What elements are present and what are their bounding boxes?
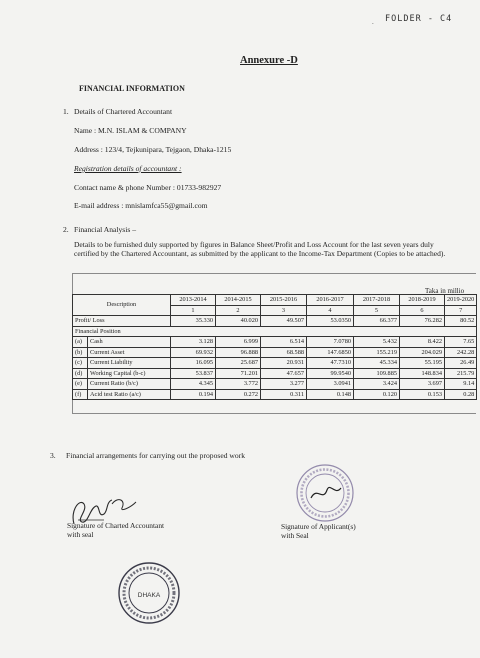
table-cell: 69.932 bbox=[171, 347, 216, 358]
table-cell: 55.195 bbox=[400, 358, 445, 369]
financial-table bbox=[72, 294, 477, 400]
row-key: (b) bbox=[73, 347, 88, 358]
form-guide-line bbox=[72, 273, 476, 274]
column-number: 3 bbox=[261, 305, 307, 316]
table-cell: 53.0350 bbox=[307, 316, 354, 327]
applicant-seal-label: with Seal bbox=[281, 531, 309, 540]
table-cell: 35.330 bbox=[171, 316, 216, 327]
table-cell: 147.6850 bbox=[307, 347, 354, 358]
seal-city-text: DHAKA bbox=[137, 592, 161, 599]
section1-number: 1. bbox=[63, 107, 69, 116]
column-number: 1 bbox=[171, 305, 216, 316]
ca-email: E-mail address : mnislamfca55@gmail.com bbox=[74, 201, 208, 210]
row-label: Profit/ Loss bbox=[73, 316, 171, 327]
column-number: 2 bbox=[216, 305, 261, 316]
accountant-signature-label: Signature of Charted Accountant bbox=[67, 521, 165, 530]
column-number: 6 bbox=[400, 305, 445, 316]
row-label: Current Asset bbox=[88, 347, 171, 358]
table-cell: 7.65 bbox=[445, 337, 477, 348]
row-label: Acid test Ratio (a/c) bbox=[88, 389, 171, 400]
row-key: (f) bbox=[73, 389, 88, 400]
table-cell: 242.28 bbox=[445, 347, 477, 358]
table-cell: 0.272 bbox=[216, 389, 261, 400]
year-header: 2019-2020 bbox=[445, 295, 477, 306]
table-cell: 76.282 bbox=[400, 316, 445, 327]
table-cell: 215.79 bbox=[445, 368, 477, 379]
financial-analysis-paragraph: Details to be furnished duly supported by figures in Balance Sheet/Profit and Loss Account for the last seven years duly certified by the Chartered Accountant, as submitted by the applicant to the Income-Tax Department (Copies to be attached). bbox=[74, 240, 446, 258]
year-header: 2015-2016 bbox=[261, 295, 307, 306]
table-cell: 47.7310 bbox=[307, 358, 354, 369]
table-cell: 0.194 bbox=[171, 389, 216, 400]
financial-position-row bbox=[73, 326, 477, 337]
table-cell: 155.219 bbox=[354, 347, 400, 358]
table-cell: 3.772 bbox=[216, 379, 261, 390]
year-header: 2017-2018 bbox=[354, 295, 400, 306]
table-cell: 0.120 bbox=[354, 389, 400, 400]
table-cell: 0.311 bbox=[261, 389, 307, 400]
annexure-title: Annexure -D bbox=[240, 55, 298, 66]
table-cell: 53.837 bbox=[171, 368, 216, 379]
form-guide-line bbox=[72, 413, 476, 414]
table-cell: 40.020 bbox=[216, 316, 261, 327]
financial-position-rows bbox=[73, 337, 477, 400]
row-label: Working Capital (b-c) bbox=[88, 368, 171, 379]
folder-label: FOLDER - C4 bbox=[385, 14, 453, 24]
table-cell: 0.153 bbox=[400, 389, 445, 400]
column-number: 5 bbox=[354, 305, 400, 316]
row-key: (d) bbox=[73, 368, 88, 379]
table-cell: 25.687 bbox=[216, 358, 261, 369]
table-cell: 3.0941 bbox=[307, 379, 354, 390]
table-row bbox=[73, 379, 477, 390]
column-number: 7 bbox=[445, 305, 477, 316]
accountant-seal-label: with seal bbox=[67, 530, 94, 539]
section2-label: Financial Analysis – bbox=[74, 225, 137, 234]
applicant-signature-label: Signature of Applicant(s) bbox=[281, 522, 356, 531]
section2-number: 2. bbox=[63, 225, 69, 234]
table-cell: 204.029 bbox=[400, 347, 445, 358]
table-cell: 26.49 bbox=[445, 358, 477, 369]
row-key: (e) bbox=[73, 379, 88, 390]
table-cell: 96.888 bbox=[216, 347, 261, 358]
table-cell: 6.999 bbox=[216, 337, 261, 348]
currency-unit: Taka in millio bbox=[425, 287, 465, 295]
table-row bbox=[73, 347, 477, 358]
table-cell: 5.432 bbox=[354, 337, 400, 348]
table-cell: 68.588 bbox=[261, 347, 307, 358]
table-cell: 20.931 bbox=[261, 358, 307, 369]
table-cell: 3.424 bbox=[354, 379, 400, 390]
table-cell: 80.52 bbox=[445, 316, 477, 327]
description-header: Description bbox=[73, 295, 171, 316]
table-cell: 9.14 bbox=[445, 379, 477, 390]
table-cell: 3.697 bbox=[400, 379, 445, 390]
table-cell: 3.277 bbox=[261, 379, 307, 390]
table-cell: 109.885 bbox=[354, 368, 400, 379]
row-label: Current Liability bbox=[88, 358, 171, 369]
applicant-seal bbox=[293, 462, 357, 524]
financial-heading: FINANCIAL INFORMATION bbox=[79, 84, 185, 93]
row-label: Cash bbox=[88, 337, 171, 348]
table-cell: 66.377 bbox=[354, 316, 400, 327]
table-cell: 7.0780 bbox=[307, 337, 354, 348]
year-header: 2014-2015 bbox=[216, 295, 261, 306]
year-header: 2018-2019 bbox=[400, 295, 445, 306]
table-row bbox=[73, 358, 477, 369]
section1-label: Details of Chartered Accountant bbox=[74, 107, 173, 116]
table-cell: 3.128 bbox=[171, 337, 216, 348]
row-label: Current Ratio (b/c) bbox=[88, 379, 171, 390]
table-row bbox=[73, 368, 477, 379]
row-key: (c) bbox=[73, 358, 88, 369]
table-cell: 45.334 bbox=[354, 358, 400, 369]
ca-address: Address : 123/4, Tejkunipara, Tejgaon, Dhaka-1215 bbox=[74, 145, 232, 154]
registration-details: Registration details of accountant : bbox=[74, 164, 182, 173]
table-cell: 0.28 bbox=[445, 389, 477, 400]
year-header: 2013-2014 bbox=[171, 295, 216, 306]
section3-label: Financial arrangements for carrying out the proposed work bbox=[66, 451, 246, 460]
table-cell: 16.095 bbox=[171, 358, 216, 369]
row-key: (a) bbox=[73, 337, 88, 348]
table-header-row bbox=[73, 295, 477, 306]
accountant-seal bbox=[114, 560, 184, 626]
year-header: 2016-2017 bbox=[307, 295, 354, 306]
column-number: 4 bbox=[307, 305, 354, 316]
table-cell: 6.514 bbox=[261, 337, 307, 348]
table-cell: 8.422 bbox=[400, 337, 445, 348]
table-row bbox=[73, 337, 477, 348]
section3-number: 3. bbox=[50, 451, 56, 460]
table-cell: 0.148 bbox=[307, 389, 354, 400]
table-cell: 47.657 bbox=[261, 368, 307, 379]
table-row bbox=[73, 389, 477, 400]
ca-name: Name : M.N. ISLAM & COMPANY bbox=[74, 126, 187, 135]
dot-mark: . bbox=[372, 18, 374, 26]
profit-loss-row bbox=[73, 316, 477, 327]
table-cell: 49.507 bbox=[261, 316, 307, 327]
table-cell: 4.345 bbox=[171, 379, 216, 390]
table-cell: 99.9540 bbox=[307, 368, 354, 379]
ca-contact: Contact name & phone Number : 01733-982927 bbox=[74, 183, 222, 192]
financial-position-label: Financial Position bbox=[73, 326, 477, 337]
table-cell: 71.201 bbox=[216, 368, 261, 379]
table-cell: 148.834 bbox=[400, 368, 445, 379]
